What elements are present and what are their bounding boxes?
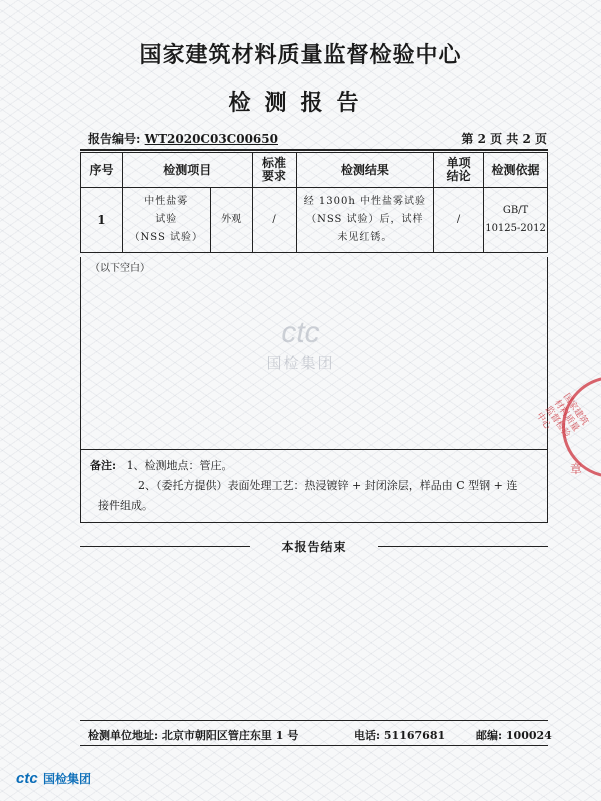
col-basis: 检测依据 (484, 153, 548, 188)
footer-address: 检测单位地址: 北京市朝阳区管庄东里 1 号 (88, 729, 299, 742)
brand (16, 770, 91, 787)
header-rule (80, 149, 548, 151)
seal-char: 章 (570, 462, 583, 476)
end-rule-right (378, 546, 548, 547)
organization-title: 国家建筑材料质量监督检验中心 (139, 42, 462, 68)
col-conclusion: 单项 结论 (434, 153, 484, 188)
col-standard: 标准 要求 (252, 153, 296, 188)
footer-rule-bottom (80, 745, 548, 746)
footer-phone: 电话: 51167681 (354, 729, 446, 742)
col-item: 检测项目 (122, 153, 252, 188)
watermark-logo: ctc (281, 316, 320, 349)
notes (90, 456, 542, 516)
cell-basis: GB/T 10125-2012 (484, 188, 548, 253)
seal-text: 国家建筑材料质量监督检验中心 (533, 392, 590, 440)
cell-sub-item: 外观 (210, 188, 252, 253)
note-2-cont: 接件组成。 (98, 499, 153, 512)
cell-conclusion: / (434, 188, 484, 253)
brand-name: 国检集团 (43, 772, 92, 786)
blank-note: （以下空白） (90, 263, 150, 274)
report-number (88, 130, 278, 147)
report-number-label: 报告编号: (88, 132, 141, 146)
cell-seq: 1 (81, 188, 123, 253)
note-2: 2、（委托方提供）表面处理工艺：热浸镀锌 + 封闭涂层，样品由 C 型钢 + 连 (138, 479, 518, 492)
cell-item: 中性盐雾 试验 （NSS 试验） (122, 188, 210, 253)
ctc-logo-icon: ctc (16, 770, 38, 787)
blank-area (80, 257, 548, 450)
document-title: 检测报告 (228, 90, 373, 116)
cell-standard: / (252, 188, 296, 253)
end-marker (80, 540, 548, 552)
footer-postcode: 邮编: 100024 (476, 729, 552, 742)
watermark-text: 国检集团 (266, 354, 335, 372)
table-row (81, 188, 548, 253)
note-1: 1、检测地点：管庄。 (126, 459, 233, 472)
table-header-row (81, 153, 548, 188)
footer-rule-top (80, 720, 548, 721)
report-number-value: WT2020C03C00650 (144, 132, 278, 146)
page-info: 第 2 页 共 2 页 (461, 132, 547, 146)
col-seq: 序号 (81, 153, 123, 188)
cell-result: 经 1300h 中性盐雾试验 （NSS 试验）后，试样 未见红锈。 (296, 188, 434, 253)
notes-label: 备注: (90, 459, 117, 472)
end-text: 本报告结束 (281, 540, 347, 554)
col-result: 检测结果 (296, 153, 434, 188)
results-table (80, 152, 548, 253)
